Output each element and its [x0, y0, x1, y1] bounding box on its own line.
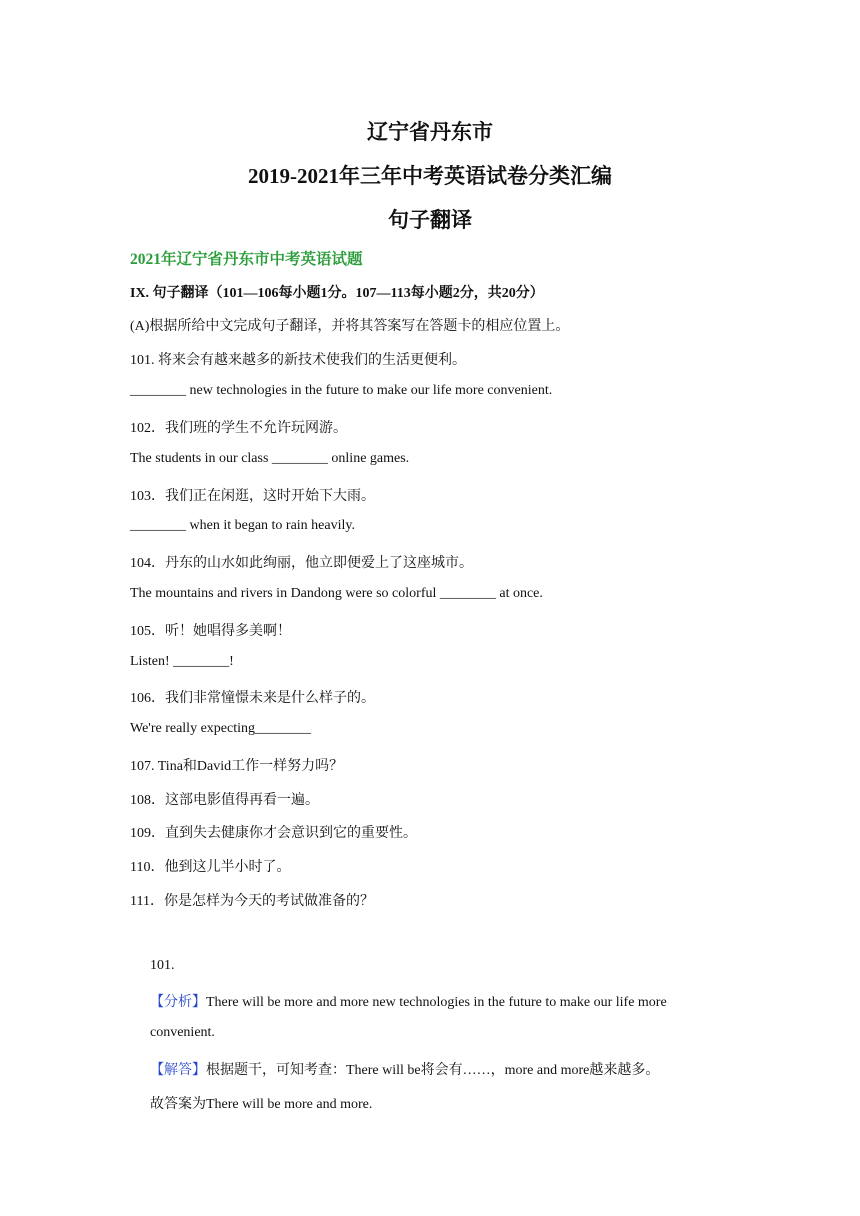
doc-title-series: 2019-2021年三年中考英语试卷分类汇编 — [248, 164, 612, 188]
question-en: The mountains and rivers in Dandong were so colorful ________ at once. — [130, 586, 543, 601]
question-en: ________ when it began to rain heavily. — [130, 518, 355, 533]
analysis-tag: 【分析】 — [150, 995, 206, 1010]
question-en: The students in our class ________ online games. — [130, 451, 410, 466]
question-cn: 101. 将来会有越来越多的新技术使我们的生活更便利。 — [130, 353, 466, 368]
question-cn: 108．这部电影值得再看一遍。 — [130, 793, 319, 808]
analysis-text: There will be more and more new technologies in the future to make our life more — [206, 995, 667, 1010]
solution-line — [150, 1059, 659, 1079]
analysis-text-continued: convenient. — [150, 1025, 215, 1040]
question-cn: 111．你是怎样为今天的考试做准备的？ — [130, 894, 374, 909]
question-cn: 110．他到这儿半小时了。 — [130, 860, 291, 875]
answer-number: 101. — [150, 958, 175, 973]
question-en: We're really expecting________ — [130, 721, 311, 736]
question-cn: 104．丹东的山水如此绚丽，他立即便爱上了这座城市。 — [130, 556, 473, 571]
part-heading: IX. 句子翻译（101—106每小题1分。107—113每小题2分，共20分） — [130, 286, 544, 301]
instruction-text: (A)根据所给中文完成句子翻译，并将其答案写在答题卡的相应位置上。 — [130, 319, 570, 334]
question-cn: 109．直到失去健康你才会意识到它的重要性。 — [130, 826, 417, 841]
solution-tag: 【解答】 — [150, 1063, 206, 1078]
doc-title-topic: 句子翻译 — [388, 208, 472, 232]
question-cn: 107. Tina和David工作一样努力吗？ — [130, 759, 344, 774]
question-en: ________ new technologies in the future to make our life more convenient. — [130, 383, 553, 398]
section-heading: 2021年辽宁省丹东市中考英语试题 — [130, 251, 363, 268]
question-cn: 105．听！她唱得多美啊！ — [130, 624, 291, 639]
question-cn: 106．我们非常憧憬未来是什么样子的。 — [130, 691, 375, 706]
doc-title-region: 辽宁省丹东市 — [367, 120, 493, 144]
question-cn: 103．我们正在闲逛，这时开始下大雨。 — [130, 489, 375, 504]
analysis-line — [150, 991, 667, 1011]
question-cn: 102．我们班的学生不允许玩网游。 — [130, 421, 347, 436]
solution-text: 根据题干，可知考查：There will be将会有……，more and more越来越多。 — [206, 1063, 660, 1078]
final-answer: 故答案为There will be more and more. — [150, 1097, 373, 1112]
question-en: Listen! ________! — [130, 654, 234, 669]
